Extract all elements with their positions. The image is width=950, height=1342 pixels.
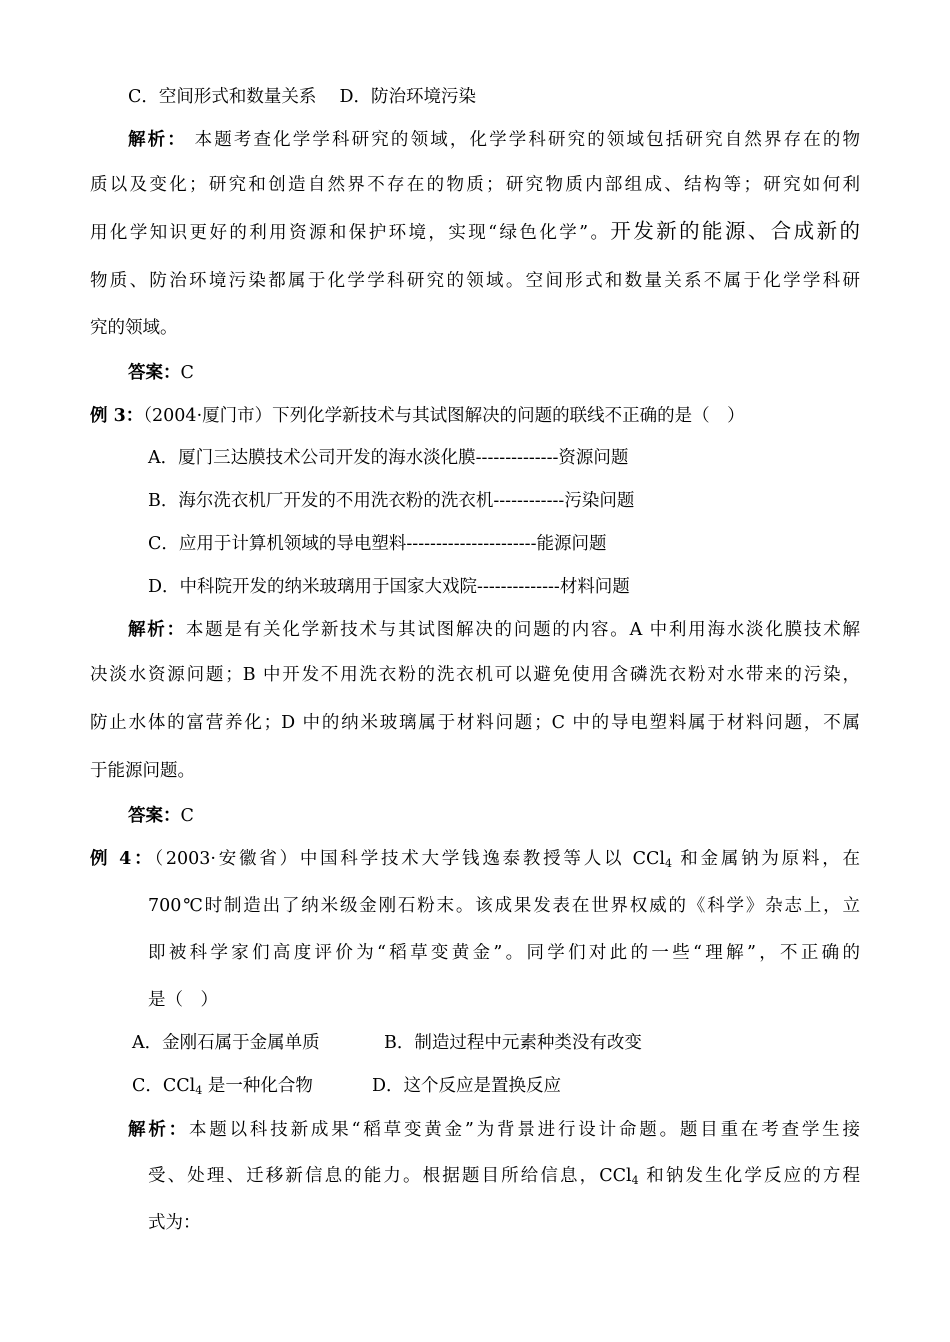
analysis-label: 解析： — [128, 1120, 189, 1140]
q3-option-c: C．应用于计算机领域的导电塑料----------------------能源问题 — [148, 534, 607, 554]
q2-answer: 答案：C — [128, 363, 194, 383]
q3-option-a: A．厦门三达膜技术公司开发的海水淡化膜--------------资源问题 — [148, 448, 629, 468]
q2-analysis-line-5: 究的领域。 — [90, 318, 178, 338]
q4-stem-line-3: 即被科学家们高度评价为“稻草变黄金”。同学们对此的一些“理解”，不正确的 — [148, 943, 860, 963]
answer-label: 答案： — [128, 806, 181, 826]
q4-option-c: C．CCl$_4$ 是一种化合物 — [132, 1076, 313, 1097]
q2-analysis-line-1: 解析： 本题考查化学学科研究的领域，化学学科研究的领域包括研究自然界存在的物 — [128, 130, 861, 150]
answer-label: 答案： — [128, 363, 181, 383]
q3-analysis-line-3: 防止水体的富营养化；D 中的纳米玻璃属于材料问题；C 中的导电塑料属于材料问题，不属 — [90, 713, 860, 733]
q4-option-d: D．这个反应是置换反应 — [372, 1076, 562, 1096]
q3-analysis-line-4: 于能源问题。 — [90, 761, 195, 781]
q4-analysis-line-2: 受、处理、迁移新信息的能力。根据题目所给信息，CCl$_4$ 和钠发生化学反应的方程 — [148, 1166, 861, 1187]
q2-analysis-line-3: 用化学知识更好的利用资源和保护环境，实现“绿色化学”。开发新的能源、合成新的 — [90, 219, 860, 243]
q4-analysis-line-1: 解析：本题以科技新成果“稻草变黄金”为背景进行设计命题。题目重在考查学生接 — [128, 1120, 861, 1140]
q4-stem-line-2: 700℃时制造出了纳米级金刚石粉末。该成果发表在世界权威的《科学》杂志上，立 — [148, 896, 860, 916]
q3-option-b: B．海尔洗衣机厂开发的不用洗衣粉的洗衣机------------污染问题 — [148, 491, 635, 511]
q2-options-cd: C．空间形式和数量关系 D．防治环境污染 — [128, 87, 476, 107]
q3-analysis-line-1: 解析：本题是有关化学新技术与其试图解决的问题的内容。A 中利用海水淡化膜技术解 — [128, 620, 861, 640]
q3-analysis-line-2: 决淡水资源问题；B 中开发不用洗衣粉的洗衣机可以避免使用含磷洗衣粉对水带来的污染， — [90, 665, 860, 685]
q4-stem-line-4: 是（ ） — [148, 990, 218, 1010]
q2-analysis-line-2: 质以及变化；研究和创造自然界不存在的物质；研究物质内部组成、结构等；研究如何利 — [90, 175, 860, 195]
q3-option-d: D．中科院开发的纳米玻璃用于国家大戏院--------------材料问题 — [148, 577, 630, 597]
q4-stem-line-1: 例 4：（2003·安徽省）中国科学技术大学钱逸泰教授等人以 CCl$_4$ 和金属钠为原料，在 — [90, 849, 860, 870]
q4-option-b: B．制造过程中元素种类没有改变 — [384, 1033, 642, 1053]
analysis-label: 解析： — [128, 620, 186, 640]
q3-answer: 答案：C — [128, 806, 194, 826]
example-label: 例 4： — [90, 849, 155, 869]
analysis-label: 解析： — [128, 130, 187, 150]
q4-analysis-line-3: 式为： — [148, 1213, 201, 1233]
q2-analysis-line-4: 物质、防治环境污染都属于化学学科研究的领域。空间形式和数量关系不属于化学学科研 — [90, 271, 860, 291]
example-label: 例 3： — [90, 406, 144, 426]
q4-option-a: A．金刚石属于金属单质 — [132, 1033, 320, 1053]
q3-stem: 例 3：（2004·厦门市）下列化学新技术与其试图解决的问题的联线不正确的是（ ） — [90, 406, 745, 426]
